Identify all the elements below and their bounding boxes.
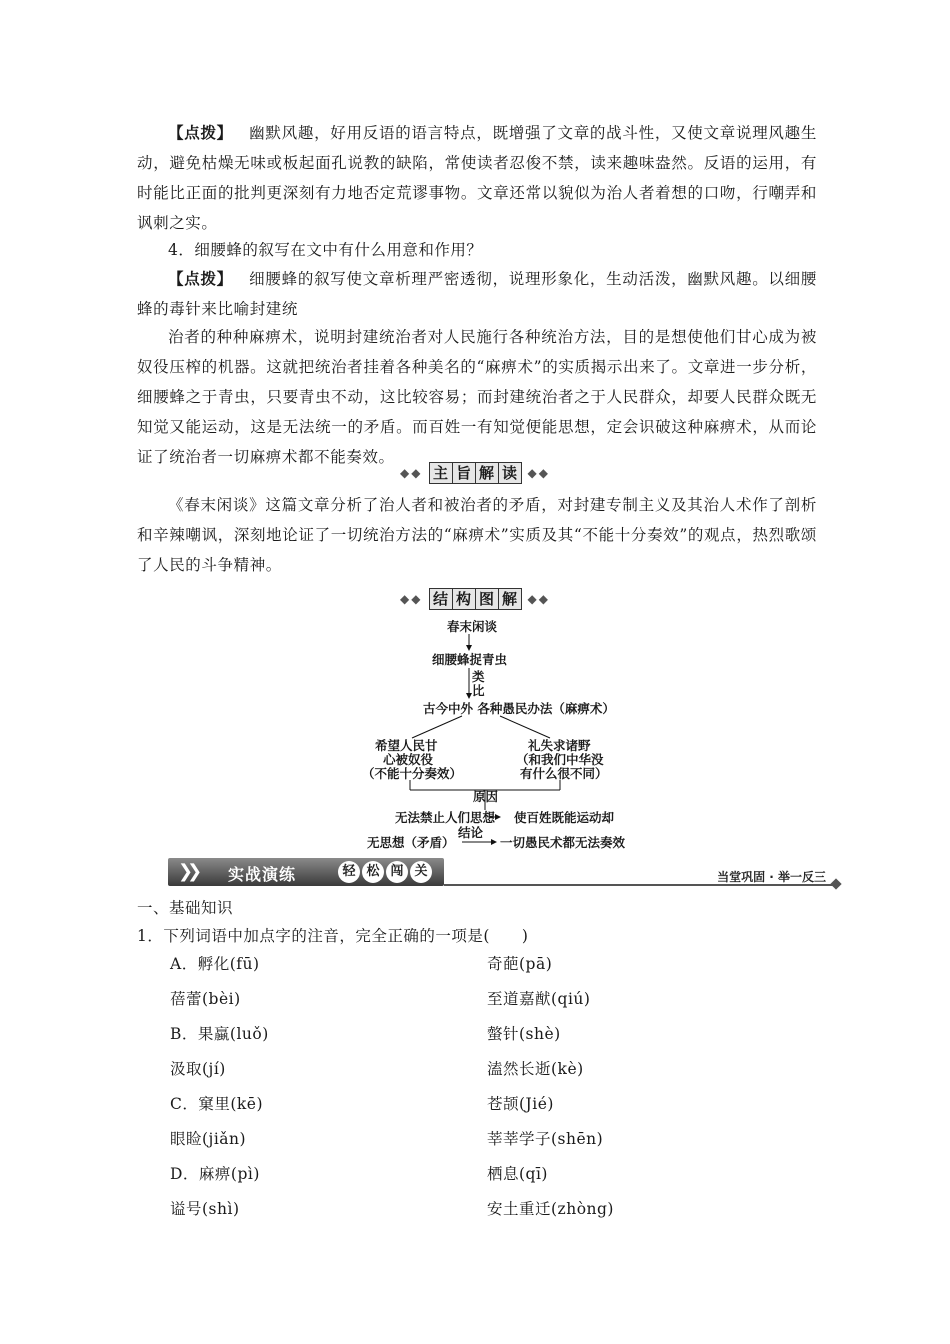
analysis-text: 细腰蜂的叙写使文章析理严密透彻，说理形象化，生动活泼，幽默风趣。以细腰蜂的毒针来比喻封建统 [137, 270, 817, 318]
banner-char: 解 [476, 463, 499, 483]
diagram-title: 春末闲谈 [447, 619, 498, 634]
practice-header [168, 858, 840, 888]
banner-char: 读 [499, 463, 521, 483]
option-b-right-2: 溘然长逝(kè) [487, 1060, 584, 1078]
option-c-left-2: 眼睑(jiǎn) [170, 1130, 247, 1148]
option-b-right: 螫针(shè) [487, 1025, 561, 1043]
diagram-right-3: 有什么很不同） [520, 766, 608, 781]
option-d-right-2: 安土重迁(zhòng) [487, 1200, 614, 1218]
analysis-paragraph-3: 治者的种种麻痹术，说明封建统治者对人民施行各种统治方法，目的是想使他们甘心成为被奴役压榨的机器。这就把统治者挂着各种美名的“麻痹术”的实质揭示出来了。文章进一步分析，细腰蜂之于青虫，只要青虫不动，这比较容易；而封建统治者之于人民群众，却要人民群众既无知觉又能运动，这是无法统一的矛盾。而百姓一有知觉便能思想，定会识破这种麻痹术，从而论证了统治者一切麻痹术都不能奏效。 [137, 328, 817, 466]
option-c-right: 苍颉(Jié) [487, 1095, 554, 1113]
option-a-left-2: 蓓蕾(bèi) [170, 990, 241, 1008]
circle-char: 闯 [386, 861, 408, 883]
diagram-left-2: 心被奴役 [383, 752, 434, 767]
analysis-paragraph-1 [137, 118, 817, 238]
option-a-right: 奇葩(pā) [487, 955, 553, 973]
option-d-right: 栖息(qī) [487, 1165, 548, 1183]
hint-tag: 【点拨】 [168, 123, 233, 142]
banner-char: 构 [453, 589, 476, 609]
diagram-line2b: 一切愚民术都无法奏效 [500, 835, 626, 850]
practice-circles [338, 861, 434, 883]
diamond-deco-icon: ◆◆ [527, 592, 550, 606]
diamond-deco-icon: ◆◆ [400, 592, 423, 606]
banner-char: 结 [430, 589, 453, 609]
structure-banner [0, 588, 950, 610]
question-4: 4．细腰蜂的叙写在文中有什么用意和作用？ [168, 241, 483, 259]
structure-banner-box [429, 588, 522, 610]
banner-char: 旨 [453, 463, 476, 483]
option-c-right-2: 莘莘学子(shēn) [487, 1130, 604, 1148]
diamond-deco-icon: ◆◆ [527, 466, 550, 480]
option-c-left: C．窠里(kē) [170, 1095, 264, 1113]
banner-char: 主 [430, 463, 453, 483]
diagram-right-1: 礼失求诸野 [528, 738, 591, 753]
diagram-analogy-2: 比 [472, 683, 485, 698]
practice-title: 实战演练 [228, 865, 297, 884]
diagram-line2a: 无思想（矛盾） [367, 835, 455, 850]
diagram-left-3: （不能十分奏效） [362, 766, 463, 781]
diagram-line1a: 无法禁止人们思想 [395, 810, 496, 825]
analysis-paragraph-2 [137, 264, 817, 324]
circle-char: 关 [410, 861, 432, 883]
section-heading: 一、基础知识 [137, 899, 234, 917]
banner-char: 图 [476, 589, 499, 609]
circle-char: 轻 [338, 861, 360, 883]
diamond-deco-icon: ◆◆ [400, 466, 423, 480]
option-d-left-2: 谥号(shì) [170, 1200, 240, 1218]
option-a-left: A．孵化(fū) [170, 955, 260, 973]
analysis-text: 幽默风趣，好用反语的语言特点，既增强了文章的战斗性，又使文章说理风趣生动，避免枯燥无味或板起面孔说教的缺陷，常使读者忍俊不禁，读来趣味盎然。反语的运用，有时能比正面的批判更深刻有力地否定荒谬事物。文章还常以貌似为治人者着想的口吻，行嘲弄和讽刺之实。 [137, 124, 817, 232]
diagram-cause: 原因 [473, 789, 499, 804]
option-b-left-2: 汲取(jí) [170, 1060, 226, 1078]
circle-char: 松 [362, 861, 384, 883]
banner-char: 解 [499, 589, 521, 609]
diamond-icon [830, 878, 841, 889]
hint-tag: 【点拨】 [168, 269, 233, 288]
practice-subtitle: 当堂巩固 · 举一反三 [717, 870, 826, 884]
structure-diagram [350, 612, 650, 857]
theme-paragraph: 《春末闲谈》这篇文章分析了治人者和被治者的矛盾，对封建专制主义及其治人术作了剖析和辛辣嘲讽，深刻地论证了一切统治方法的“麻痹术”实质及其“不能十分奏效”的观点，热烈歌颂了人民的斗争精神。 [137, 496, 817, 574]
theme-banner [0, 462, 950, 484]
diagram-wasp: 细腰蜂捉青虫 [432, 652, 508, 667]
option-b-left: B．果蠃(luǒ) [170, 1025, 269, 1043]
diagram-conclusion: 结论 [458, 825, 484, 840]
diagram-right-2: （和我们中华没 [516, 752, 604, 767]
diagram-methods: 古今中外 各种愚民办法（麻痹术） [423, 701, 615, 716]
question-1: 1．下列词语中加点字的注音，完全正确的一项是( ) [137, 927, 529, 945]
option-d-left: D．麻痹(pì) [170, 1165, 260, 1183]
diagram-left-1: 希望人民甘 [375, 738, 438, 753]
theme-banner-box [429, 462, 522, 484]
double-chevron-icon: ❯❯ [178, 861, 197, 882]
option-a-right-2: 至道嘉猷(qiú) [487, 990, 591, 1008]
diagram-line1b: 使百姓既能运动却 [514, 810, 615, 825]
diagram-analogy-1: 类 [472, 669, 485, 684]
